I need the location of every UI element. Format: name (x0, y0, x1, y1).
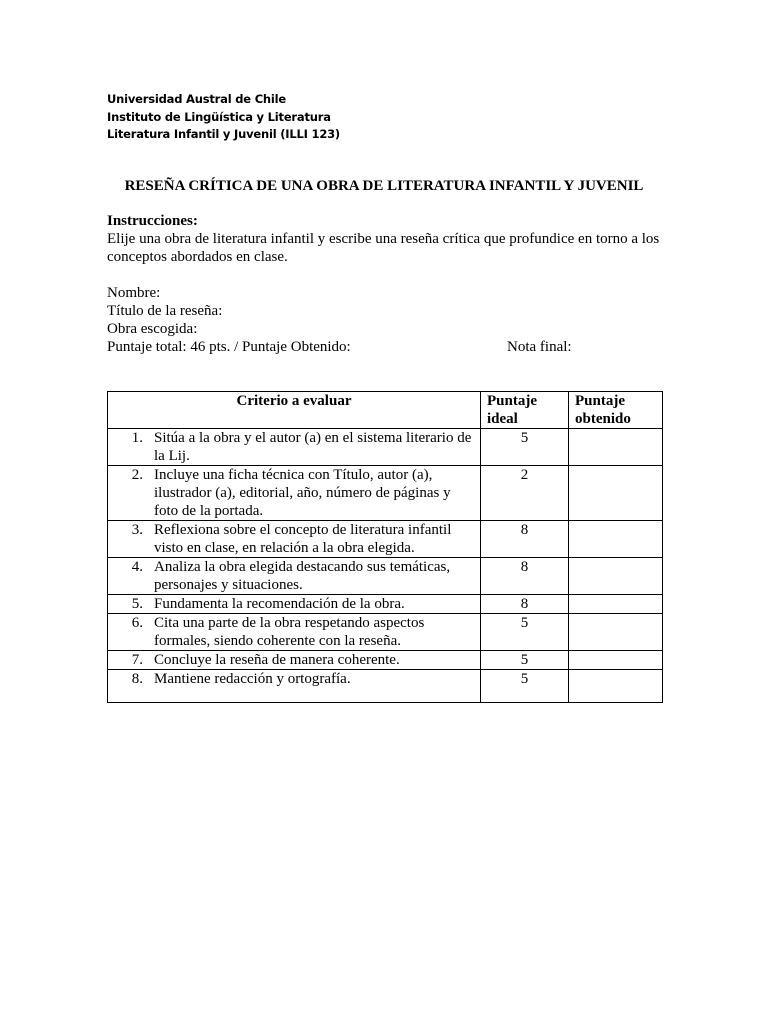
instructions-label: Instrucciones: (107, 213, 198, 229)
puntaje-obtenido-cell (569, 670, 663, 703)
instructions-section (107, 212, 667, 266)
criterio-cell (108, 466, 481, 521)
criterio-number: 8. (131, 671, 143, 687)
criterio-cell (108, 670, 481, 703)
puntaje-obtenido-cell (569, 429, 663, 466)
criterio-number: 1. (131, 430, 143, 446)
criterio-text: Sitúa a la obra y el autor (a) en el sistema literario de la Lij. (154, 430, 472, 464)
puntaje-ideal-cell: 8 (481, 558, 569, 595)
criterio-cell (108, 595, 481, 614)
criterio-cell (108, 651, 481, 670)
puntaje-obtenido-cell (569, 595, 663, 614)
puntaje-ideal-cell: 5 (481, 670, 569, 703)
field-obra: Obra escogida: (107, 321, 198, 337)
header-criterio: Criterio a evaluar (108, 392, 481, 429)
field-puntaje: Puntaje total: 46 pts. / Puntaje Obtenido: (107, 339, 351, 355)
course-name: Literatura Infantil y Juvenil (ILLI 123) (107, 127, 340, 141)
puntaje-ideal-cell: 2 (481, 466, 569, 521)
criterio-text: Fundamenta la recomendación de la obra. (154, 596, 405, 612)
puntaje-ideal-cell: 5 (481, 651, 569, 670)
criterio-cell (108, 429, 481, 466)
table-row (108, 651, 663, 670)
criterio-cell (108, 614, 481, 651)
criterio-number: 5. (131, 596, 143, 612)
header-puntaje-obtenido: Puntaje obtenido (569, 392, 663, 429)
table-row (108, 466, 663, 521)
table-row (108, 670, 663, 703)
criterio-cell (108, 558, 481, 595)
university-name: Universidad Austral de Chile (107, 92, 287, 106)
criterio-text: Incluye una ficha técnica con Título, autor (a), ilustrador (a), editorial, año, número de páginas y foto de la portada. (154, 467, 451, 519)
puntaje-obtenido-cell (569, 614, 663, 651)
criterio-text: Cita una parte de la obra respetando aspectos formales, siendo coherente con la reseña. (154, 615, 425, 649)
institute-name: Instituto de Lingüística y Literatura (107, 109, 331, 124)
institution-header (107, 91, 340, 144)
instructions-text: Elije una obra de literatura infantil y escribe una reseña crítica que profundice en torno a los conceptos abordados en clase. (107, 231, 660, 265)
puntaje-obtenido-cell (569, 651, 663, 670)
puntaje-ideal-cell: 5 (481, 429, 569, 466)
document-title: RESEÑA CRÍTICA DE UNA OBRA DE LITERATURA INFANTIL Y JUVENIL (124, 178, 644, 194)
rubric-table (107, 391, 663, 703)
student-fields (107, 284, 667, 356)
criterio-number: 4. (131, 559, 143, 575)
criterio-cell (108, 521, 481, 558)
criterio-text: Analiza la obra elegida destacando sus temáticas, personajes y situaciones. (154, 559, 451, 593)
puntaje-obtenido-cell (569, 558, 663, 595)
field-puntaje-row (107, 338, 667, 356)
rubric-body (108, 429, 663, 703)
table-row (108, 558, 663, 595)
puntaje-obtenido-cell (569, 521, 663, 558)
table-row (108, 614, 663, 651)
puntaje-ideal-cell: 5 (481, 614, 569, 651)
criterio-text: Reflexiona sobre el concepto de literatura infantil visto en clase, en relación a la obra elegida. (154, 522, 452, 556)
field-titulo: Título de la reseña: (107, 303, 223, 319)
criterio-text: Concluye la reseña de manera coherente. (154, 652, 400, 668)
puntaje-ideal-cell: 8 (481, 595, 569, 614)
header-puntaje-ideal: Puntaje ideal (481, 392, 569, 429)
criterio-number: 3. (131, 522, 143, 538)
puntaje-ideal-cell: 8 (481, 521, 569, 558)
table-row (108, 521, 663, 558)
criterio-text: Mantiene redacción y ortografía. (154, 671, 351, 687)
criterio-number: 2. (131, 467, 143, 483)
criterio-number: 6. (131, 615, 143, 631)
criterio-number: 7. (131, 652, 143, 668)
field-nota-final: Nota final: (507, 339, 572, 355)
puntaje-obtenido-cell (569, 466, 663, 521)
table-row (108, 429, 663, 466)
rubric-header-row (108, 392, 663, 429)
table-row (108, 595, 663, 614)
field-nombre: Nombre: (107, 285, 161, 301)
